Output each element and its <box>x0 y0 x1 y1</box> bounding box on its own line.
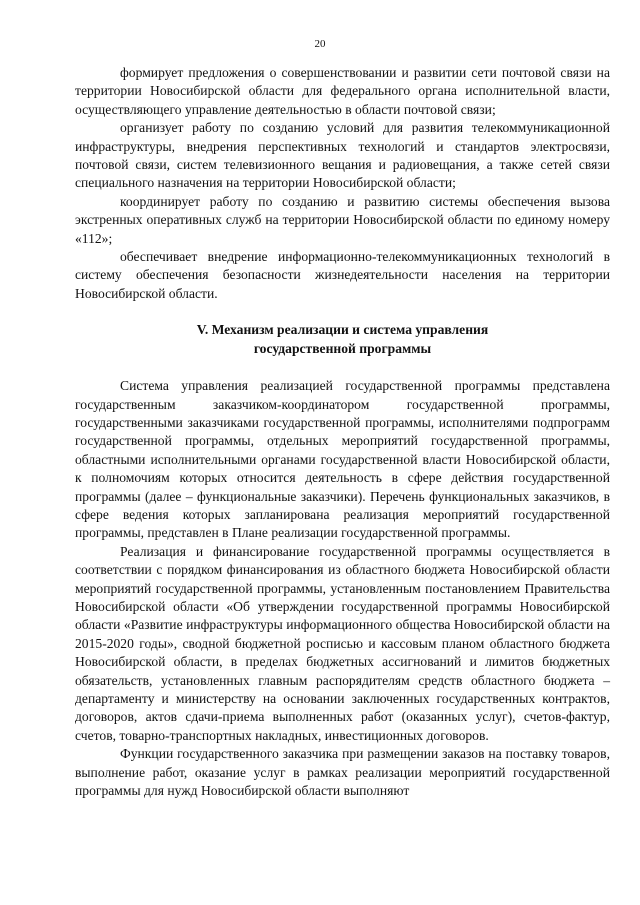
list-item: организует работу по созданию условий для развития телекоммуникационной инфраструктуры, внедрения перспективных технологий и стандартов электросвязи, почтовой связи, систем телевизионного вещания и радиовещания, а также сетей связи специального назначения на территории Новосибирской области; <box>75 120 610 191</box>
document-body <box>75 64 610 800</box>
list-item: формирует предложения о совершенствовании и развитии сети почтовой связи на территории Новосибирской области для федерального органа исполнительной власти, осуществляющего управление деятельностью в области почтовой связи; <box>75 65 610 117</box>
list-item: обеспечивает внедрение информационно-телекоммуникационных технологий в систему обеспечения безопасности жизнедеятельности населения на территории Новосибирской области. <box>75 249 610 301</box>
body-paragraph: Реализация и финансирование государственной программы осуществляется в соответствии с порядком финансирования из областного бюджета Новосибирской области мероприятий государственной программы, установленным постановлением Правительства Новосибирской области «Об утверждении государственной программы Новосибирской области «Развитие инфраструктуры информационного общества Новосибирской области на 2015-2020 годы», сводной бюджетной росписью и кассовым планом областного бюджета Новосибирской области, в пределах бюджетных ассигнований и лимитов бюджетных обязательств, установленных главным распорядителям средств областного бюджета – департаменту и министерству на основании заключенных государственных контрактов, договоров, актов сдачи-приема выполненных работ (оказанных услуг), счетов-фактур, счетов, товарно-транспортных накладных, инвестиционных договоров. <box>75 543 610 743</box>
body-paragraph: Система управления реализацией государственной программы представлена государственным заказчиком-координатором государственной программы, государственными заказчиками государственной программы, исполнителями подпрограмм государственной программы, отдельных мероприятий государственной программы, областными исполнительными органами государственной власти Новосибирской области, к полномочиям которых относится деятельность в сфере действия государственной программы (далее – функциональные заказчики). Перечень функциональных заказчиков, в сфере ведения которых запланирована реализация мероприятий государственной программы, представлен в Плане реализации государственной программы. <box>75 378 610 541</box>
body-paragraph: Функции государственного заказчика при размещении заказов на поставку товаров, выполнение работ, оказание услуг в рамках реализации мероприятий государственной программы для нужд Новосибирской области выполняют <box>75 746 610 799</box>
page-number: 20 <box>314 38 326 50</box>
section-heading-line: V. Механизм реализации и система управления <box>196 322 489 338</box>
list-item: координирует работу по созданию и развитию системы обеспечения вызова экстренных оперативных служб на территории Новосибирской области по единому номеру «112»; <box>75 193 610 246</box>
section-heading-line: государственной программы <box>253 340 432 356</box>
section-heading <box>75 321 610 358</box>
